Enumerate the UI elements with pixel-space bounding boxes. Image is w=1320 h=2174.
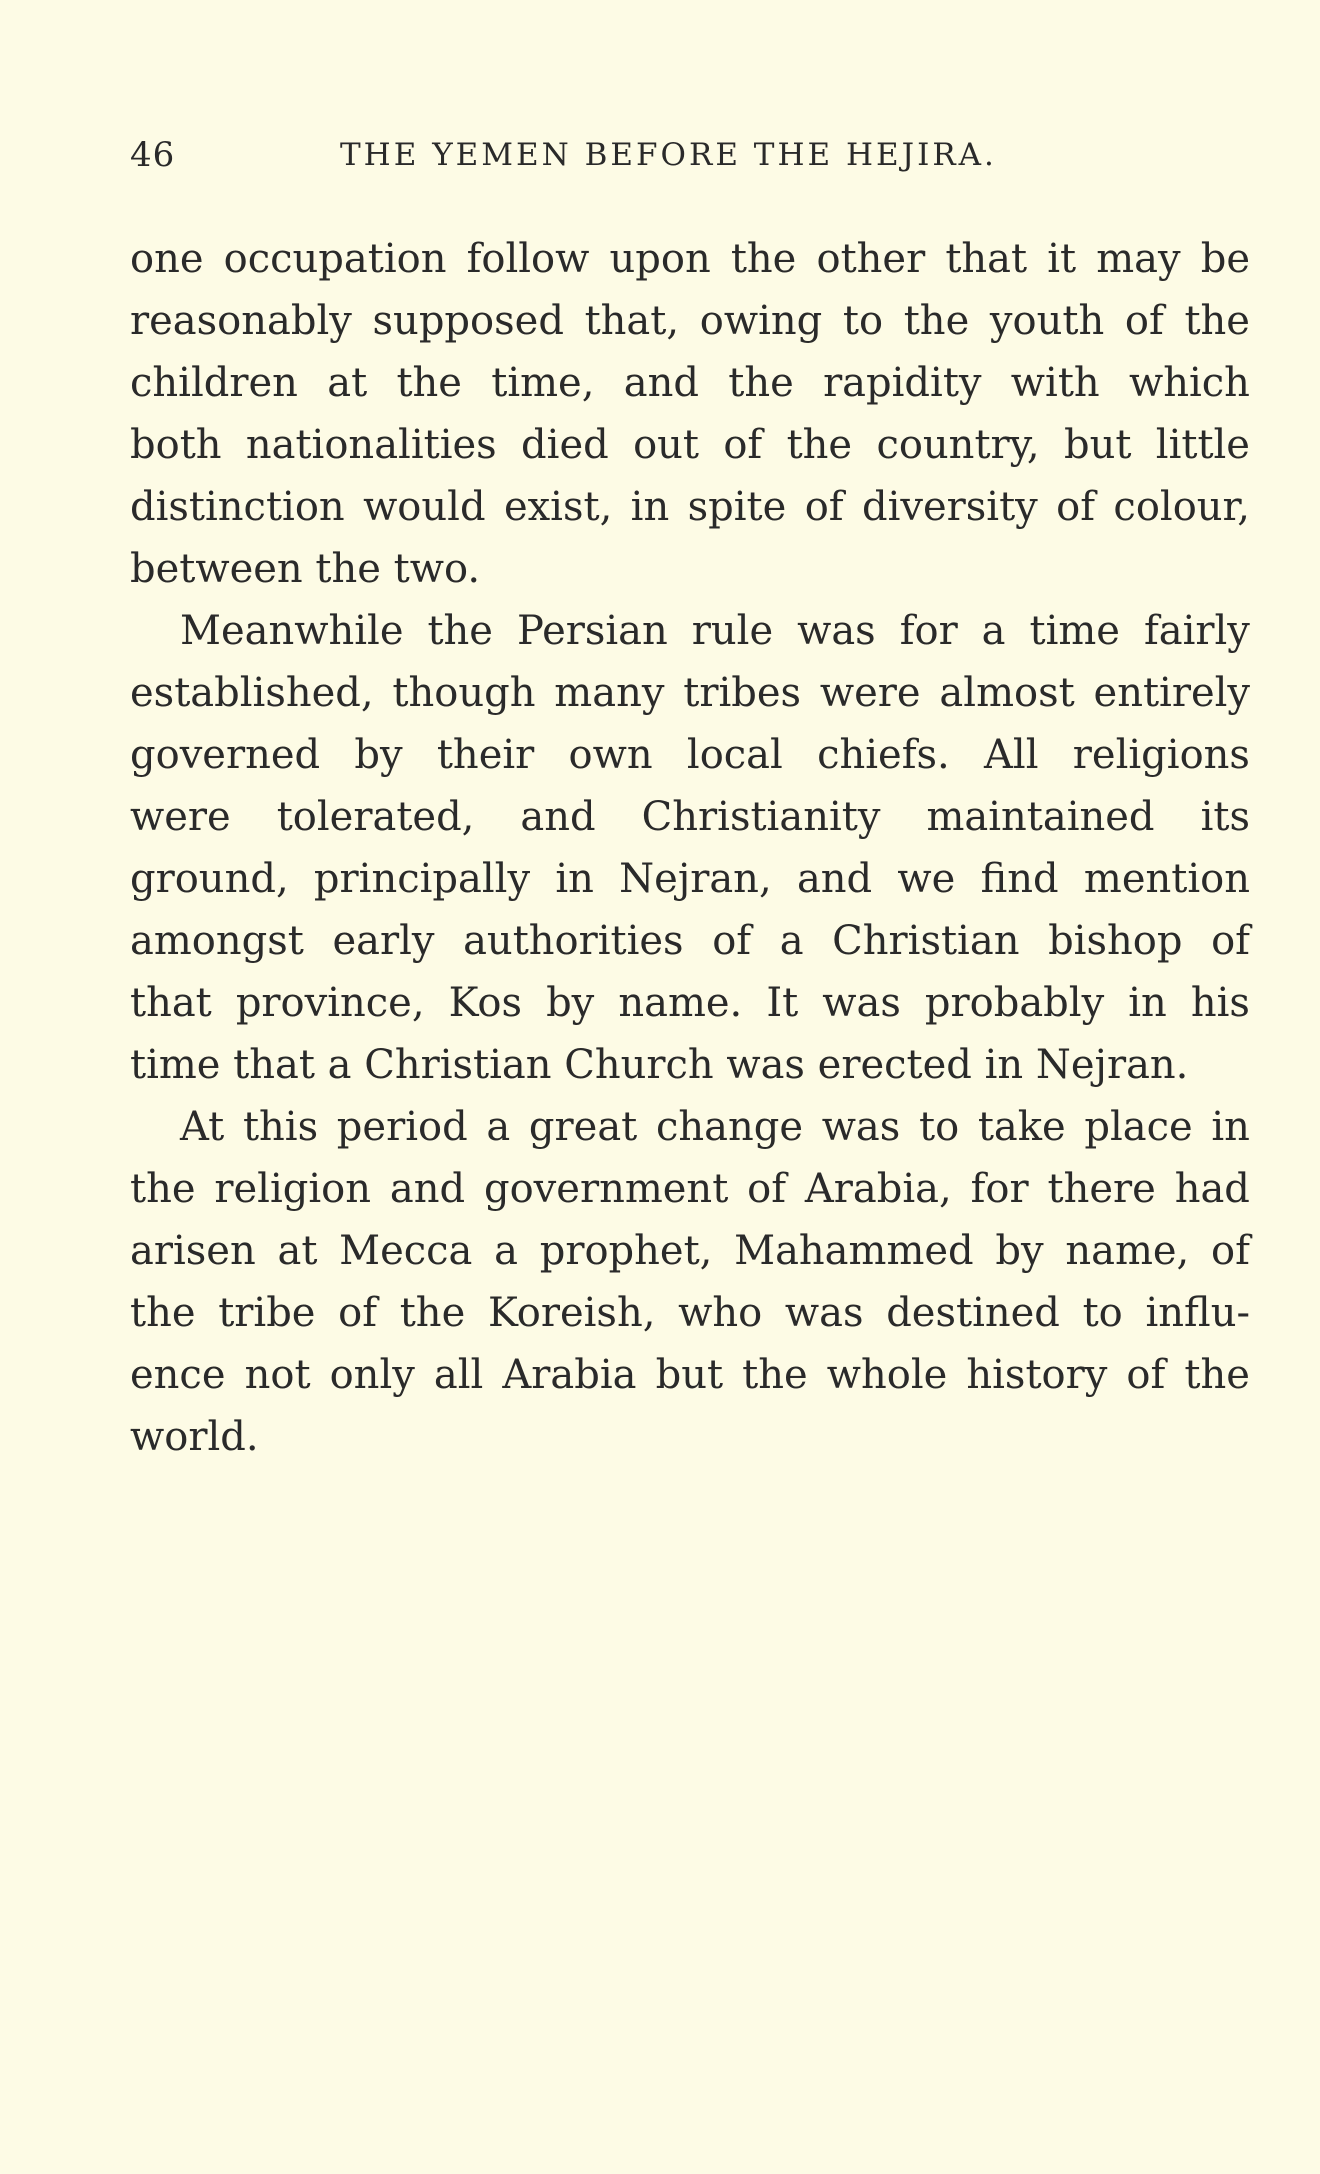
word: arisen — [130, 1228, 256, 1274]
word: principally — [313, 856, 531, 902]
word: was — [784, 1290, 864, 1336]
word: almost — [939, 670, 1075, 716]
word: tribes — [683, 670, 802, 716]
word: the — [730, 236, 797, 282]
text-line — [130, 724, 1250, 786]
word: the — [728, 360, 794, 406]
word: probably — [924, 980, 1105, 1026]
word: whole — [826, 1352, 948, 1398]
word: youth — [989, 298, 1105, 344]
word: Mecca — [339, 1228, 473, 1274]
word: but — [1063, 422, 1132, 468]
text-line — [130, 352, 1250, 414]
word: of — [1124, 298, 1164, 344]
word: their — [436, 732, 535, 778]
word: we — [897, 856, 956, 902]
word: out — [633, 422, 699, 468]
word: Christian — [832, 918, 1020, 964]
word: the — [396, 360, 462, 406]
word: distinction — [130, 484, 345, 530]
word: be — [1200, 236, 1250, 282]
word: of — [712, 918, 752, 964]
word: which — [1128, 360, 1250, 406]
word: country, — [876, 422, 1040, 468]
word: upon — [609, 236, 711, 282]
word: of — [1211, 918, 1250, 964]
text-line — [130, 848, 1250, 910]
word: period — [336, 1104, 468, 1150]
text-line — [130, 972, 1250, 1034]
word: but — [655, 1352, 724, 1398]
word: for — [899, 608, 958, 654]
word: his — [1190, 980, 1250, 1026]
text-line: between the two. — [130, 546, 481, 592]
word: owing — [699, 298, 823, 344]
word: though — [392, 670, 536, 716]
text-line — [130, 1096, 1250, 1158]
word: there — [1047, 1166, 1156, 1212]
word: the — [742, 1352, 808, 1398]
word: it — [1047, 236, 1077, 282]
word: government — [483, 1166, 729, 1212]
word: the — [130, 1166, 196, 1212]
word: Arabia, — [804, 1166, 952, 1212]
word: take — [977, 1104, 1066, 1150]
word: mention — [1083, 856, 1250, 902]
word: a — [486, 1104, 511, 1150]
word: history — [966, 1352, 1108, 1398]
word: Christianity — [641, 794, 881, 840]
word: both — [130, 422, 222, 468]
word: exist, — [503, 484, 613, 530]
word: entirely — [1093, 670, 1250, 716]
word: only — [329, 1352, 415, 1398]
text-line — [130, 786, 1250, 848]
word: would — [363, 484, 486, 530]
word: Koreish, — [487, 1290, 656, 1336]
word: chiefs. — [817, 732, 950, 778]
word: diversity — [861, 484, 1038, 530]
word: tribe — [218, 1290, 316, 1336]
word: of — [723, 422, 763, 468]
word: bishop — [1048, 918, 1183, 964]
running-head — [130, 135, 1250, 187]
word: was — [821, 1104, 901, 1150]
word: Persian — [516, 608, 668, 654]
word: the — [130, 1290, 196, 1336]
word: governed — [130, 732, 321, 778]
word: who — [678, 1290, 763, 1336]
text-line — [130, 290, 1250, 352]
word: fairly — [1143, 608, 1250, 654]
word: many — [554, 670, 665, 716]
word: had — [1174, 1166, 1250, 1212]
text-line — [130, 1344, 1250, 1406]
word: not — [244, 1352, 311, 1398]
word: own — [568, 732, 653, 778]
word: amongst — [130, 918, 304, 964]
word: by — [354, 732, 403, 778]
word: Meanwhile — [180, 608, 404, 654]
text-line — [130, 228, 1250, 290]
word: All — [984, 732, 1039, 778]
word: in — [630, 484, 670, 530]
word: rapidity — [823, 360, 982, 406]
word: Arabia — [502, 1352, 637, 1398]
word: province, — [235, 980, 425, 1026]
word: and — [520, 794, 596, 840]
word: may — [1096, 236, 1181, 282]
text-line — [130, 414, 1250, 476]
word: time, — [491, 360, 595, 406]
word: It — [766, 980, 799, 1026]
word: great — [528, 1104, 638, 1150]
word: time — [1029, 608, 1120, 654]
word: prophet, — [539, 1228, 713, 1274]
word: and — [389, 1166, 466, 1212]
word: a — [494, 1228, 518, 1274]
word: by — [995, 1228, 1044, 1274]
word: at — [327, 360, 368, 406]
word: the — [427, 608, 493, 654]
word: find — [980, 856, 1059, 902]
word: religion — [214, 1166, 372, 1212]
word: place — [1084, 1104, 1193, 1150]
text-line — [130, 910, 1250, 972]
word: spite — [687, 484, 787, 530]
running-title: THE YEMEN BEFORE THE HEJIRA. — [340, 137, 997, 173]
word: were — [819, 670, 921, 716]
word: colour, — [1113, 484, 1250, 530]
word: established, — [130, 670, 374, 716]
word: the — [903, 298, 970, 344]
word: in — [1128, 980, 1167, 1026]
word: follow — [466, 236, 590, 282]
word: and — [623, 360, 699, 406]
word: of — [338, 1290, 378, 1336]
word: the — [399, 1290, 466, 1336]
word: reasonably — [130, 298, 352, 344]
word: one — [130, 236, 204, 282]
word: to — [919, 1104, 960, 1150]
text-line — [130, 662, 1250, 724]
word: of — [1211, 1228, 1250, 1274]
word: tolerated, — [276, 794, 475, 840]
word: ence — [130, 1352, 226, 1398]
text-line: world. — [130, 1414, 259, 1460]
word: nationalities — [245, 422, 497, 468]
word: a — [981, 608, 1006, 654]
word: was — [797, 608, 876, 654]
word: of — [804, 484, 844, 530]
word: the — [1184, 1352, 1250, 1398]
word: of — [747, 1166, 787, 1212]
word: in — [555, 856, 594, 902]
word: little — [1155, 422, 1250, 468]
word: local — [686, 732, 783, 778]
word: destined — [886, 1290, 1060, 1336]
word: at — [277, 1228, 318, 1274]
word: that, — [584, 298, 680, 344]
word: religions — [1072, 732, 1250, 778]
word: influ- — [1145, 1290, 1250, 1336]
text-line — [130, 1158, 1250, 1220]
word: all — [433, 1352, 484, 1398]
word: to — [842, 298, 884, 344]
word: with — [1010, 360, 1100, 406]
body-text — [130, 228, 1250, 1468]
text-line: time that a Christian Church was erected in Nejran. — [130, 1042, 1189, 1088]
word: a — [779, 918, 804, 964]
word: by — [546, 980, 595, 1026]
word: rule — [691, 608, 774, 654]
word: early — [332, 918, 435, 964]
word: children — [130, 360, 298, 406]
word: name, — [1065, 1228, 1190, 1274]
word: authorities — [463, 918, 684, 964]
word: At — [180, 1104, 225, 1150]
word: died — [521, 422, 609, 468]
word: of — [1056, 484, 1096, 530]
word: the — [1184, 298, 1250, 344]
text-line — [130, 600, 1250, 662]
word: Mahammed — [734, 1228, 974, 1274]
word: Kos — [448, 980, 523, 1026]
text-line — [130, 1220, 1250, 1282]
word: this — [242, 1104, 319, 1150]
word: the — [786, 422, 853, 468]
word: ground, — [130, 856, 289, 902]
word: maintained — [926, 794, 1155, 840]
word: change — [655, 1104, 803, 1150]
word: Nejran, — [619, 856, 772, 902]
word: was — [822, 980, 901, 1026]
word: other — [816, 236, 926, 282]
word: occupation — [223, 236, 447, 282]
word: its — [1200, 794, 1250, 840]
word: and — [796, 856, 873, 902]
word: in — [1211, 1104, 1250, 1150]
word: that — [945, 236, 1028, 282]
word: of — [1126, 1352, 1166, 1398]
word: that — [130, 980, 212, 1026]
text-line — [130, 476, 1250, 538]
page-number: 46 — [130, 135, 176, 175]
word: to — [1082, 1290, 1123, 1336]
word: for — [970, 1166, 1029, 1212]
word: name. — [618, 980, 743, 1026]
word: were — [130, 794, 231, 840]
text-line — [130, 1282, 1250, 1344]
word: supposed — [372, 298, 564, 344]
